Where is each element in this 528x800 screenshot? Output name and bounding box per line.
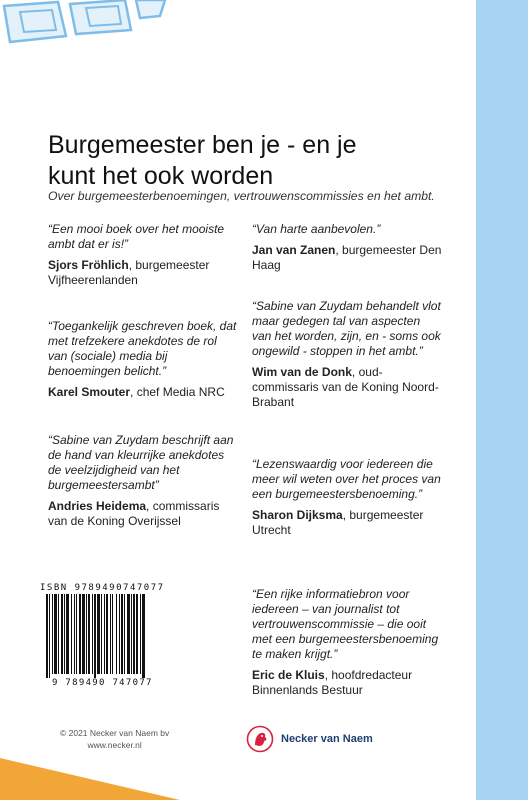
review-quote: “Een rijke informatiebron voor iedereen – van journalist tot vertrouwenscommissie – die ooit met een burgemeestersbenoeming te maken krijgt.”: [252, 587, 439, 661]
sketch-decoration: [0, 0, 170, 48]
review: [252, 222, 442, 299]
review-author-role: , burgemeester Vijfheerenlanden: [48, 258, 210, 287]
review-author: [48, 385, 238, 400]
barcode-bar: [76, 594, 77, 674]
barcode-bar: [71, 594, 72, 674]
barcode-bar: [86, 594, 87, 674]
review-author-role: , hoofdredacteur Binnenlands Bestuur: [252, 668, 413, 697]
review: [252, 299, 442, 457]
publisher-logo-name: Necker van Naem: [281, 733, 373, 745]
book-title-line2: kunt het ook worden: [48, 162, 274, 190]
barcode-bar: [116, 594, 117, 674]
barcode-bar: [142, 594, 145, 678]
barcode-bar: [54, 594, 57, 674]
review-author-name: Sjors Fröhlich: [48, 258, 129, 272]
barcode-bars: [40, 594, 190, 678]
barcode-bar: [46, 594, 48, 678]
review-author: [252, 508, 442, 538]
review: [48, 222, 238, 319]
barcode-bar: [110, 594, 111, 674]
review-author-role: , oud-commissaris van de Koning Noord-Brabant: [252, 365, 439, 409]
barcode-bar: [104, 594, 105, 674]
barcode-bar: [136, 594, 138, 674]
barcode-bar: [112, 594, 113, 674]
barcode-bar: [133, 594, 135, 674]
review: [48, 433, 238, 529]
review-quote: “Toegankelijk geschreven boek, dat met trefzekere anekdotes de rol van (sociale) media bij benoemingen belicht.”: [48, 319, 237, 378]
barcode-bar: [66, 594, 69, 674]
review-author: [252, 365, 442, 410]
barcode-bar: [58, 594, 59, 674]
blue-side-strip: [476, 0, 528, 800]
review-author-role: , chef Media NRC: [130, 385, 225, 399]
review-author-name: Jan van Zanen: [252, 243, 336, 257]
review-quote: “Sabine van Zuydam beschrijft aan de hand van kleurrijke anekdotes de veelzijdigheid van het burgemeestersambt”: [48, 433, 234, 492]
review-author-name: Eric de Kluis: [252, 668, 325, 682]
review-author-role: , burgemeester Utrecht: [252, 508, 424, 537]
barcode-bar: [94, 594, 96, 678]
barcode-bar: [64, 594, 65, 674]
barcode-bar: [106, 594, 108, 674]
barcode-bar: [121, 594, 123, 674]
reviews-left-column: [48, 222, 238, 529]
review-author: [48, 499, 238, 529]
barcode-bar: [49, 594, 50, 678]
review-author: [252, 668, 442, 698]
book-title-line1: Burgemeester ben je - en je: [48, 131, 357, 159]
review: [48, 319, 238, 433]
copyright-text: © 2021 Necker van Naem bv: [60, 728, 170, 738]
barcode-bar: [88, 594, 90, 674]
barcode-bar: [52, 594, 53, 674]
barcode-bar: [124, 594, 125, 674]
website-link[interactable]: www.necker.nl: [87, 740, 142, 750]
barcode-bar: [101, 594, 102, 674]
review: [252, 457, 442, 587]
isbn-text: ISBN 9789490747077: [40, 583, 165, 593]
reviews-right-column: [252, 222, 442, 698]
publisher-info: [60, 727, 169, 751]
barcode-digits: 9 789490 747077: [52, 678, 153, 688]
review-author-name: Sharon Dijksma: [252, 508, 343, 522]
barcode-bar: [82, 594, 85, 674]
review-quote: “Lezenswaardig voor iedereen die meer wil weten over het proces van een burgemeestersbenoeming.”: [252, 457, 441, 501]
barcode-bar: [79, 594, 81, 674]
barcode-bar: [140, 594, 141, 674]
review-author-role: , commissaris van de Koning Overijssel: [48, 499, 220, 528]
publisher-logo: [246, 725, 373, 753]
barcode-bar: [131, 594, 132, 674]
barcode-bar: [127, 594, 130, 674]
review-author-name: Karel Smouter: [48, 385, 131, 399]
review-quote: “Sabine van Zuydam behandelt vlot maar gedegen tal van aspecten van het worden, zijn, en - soms ook ongewild - stoppen in het ambt.”: [252, 299, 441, 358]
barcode-bar: [119, 594, 120, 674]
book-subtitle: Over burgemeesterbenoemingen, vertrouwenscommissies en het ambt.: [48, 189, 435, 203]
book-title: [48, 130, 468, 192]
review-author-name: Andries Heidema: [48, 499, 147, 513]
review-author-name: Wim van de Donk: [252, 365, 352, 379]
review-quote: “Een mooi boek over het mooiste ambt dat er is!”: [48, 222, 225, 251]
review-quote: “Van harte aanbevolen.”: [252, 222, 381, 236]
review-author: [252, 243, 442, 273]
isbn-barcode: [40, 583, 190, 689]
barcode-bar: [74, 594, 75, 674]
barcode-bar: [61, 594, 63, 674]
review-author: [48, 258, 238, 288]
barcode-bar: [97, 594, 100, 674]
review-author-role: , burgemeester Den Haag: [252, 243, 442, 272]
barcode-bar: [92, 594, 93, 674]
publisher-emblem-icon: [246, 725, 274, 753]
review: [252, 587, 442, 698]
